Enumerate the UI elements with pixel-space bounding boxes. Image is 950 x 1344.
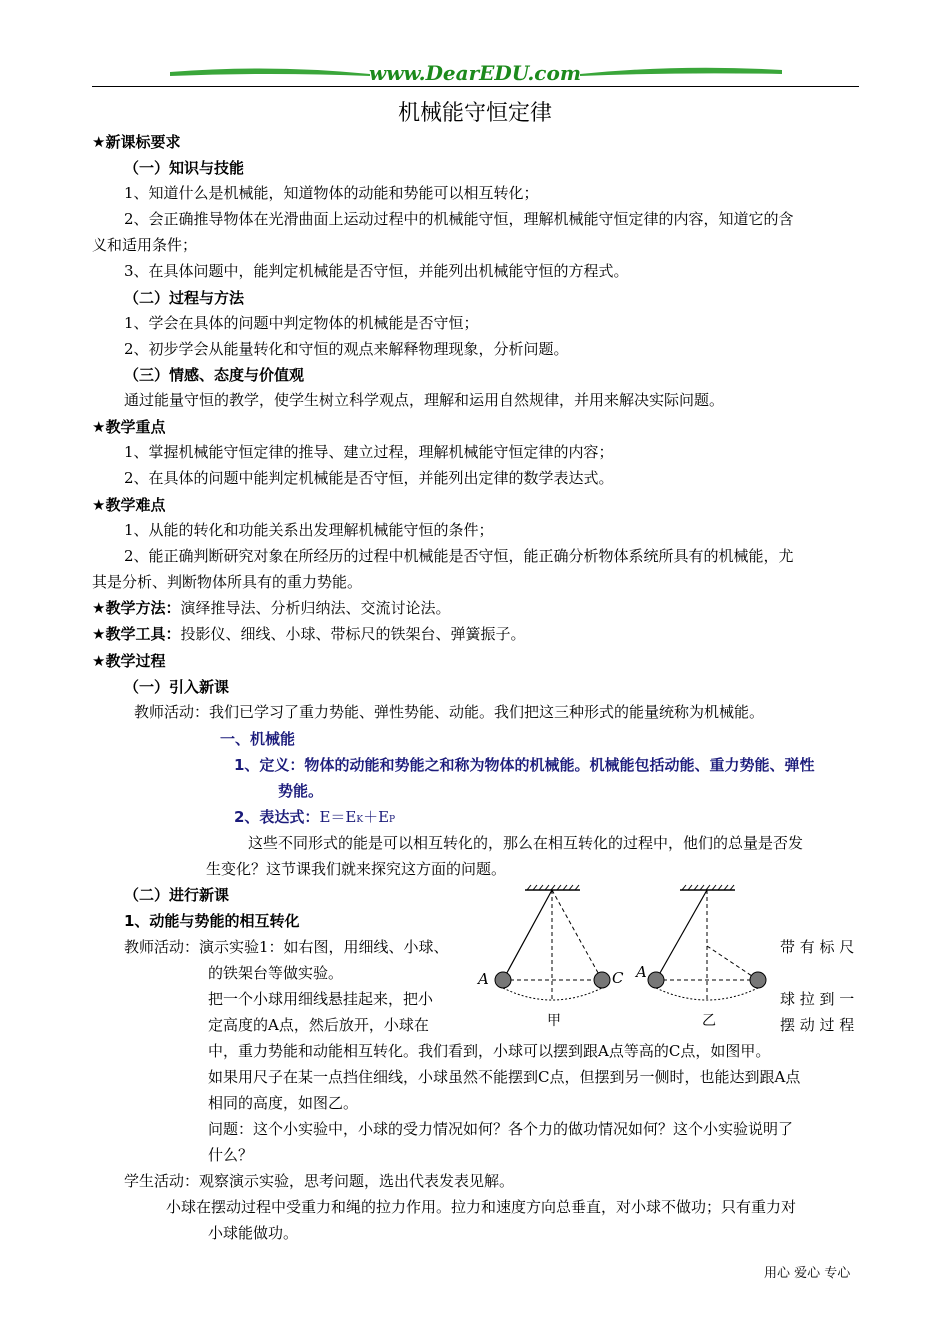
paragraph-line: 2、初步学会从能量转化和守恒的观点来解释物理现象，分析问题。 bbox=[124, 340, 569, 358]
paragraph-line: 1、从能的转化和功能关系出发理解机械能守恒的条件； bbox=[124, 521, 494, 539]
string-right-a bbox=[656, 890, 707, 980]
support-left bbox=[525, 885, 580, 890]
teaching-tools bbox=[92, 624, 525, 644]
header-logo bbox=[160, 60, 790, 86]
section-heading: ★教学难点 bbox=[92, 496, 166, 514]
paragraph-line: 学生活动：观察演示实验，思考问题，选出代表发表见解。 bbox=[124, 1172, 515, 1190]
paragraph-line: 把一个小球用细线悬挂起来，把小 bbox=[208, 990, 434, 1008]
page-title: 机械能守恒定律 bbox=[397, 101, 552, 126]
paragraph-line: 定高度的A点，然后放开，小球在 bbox=[208, 1016, 429, 1034]
subsection-heading: （二）进行新课 bbox=[124, 886, 230, 904]
ball-a-left bbox=[495, 972, 511, 988]
paragraph-line: 通过能量守恒的教学，使学生树立科学观点，理解和运用自然规律，并用来解决实际问题。 bbox=[124, 391, 725, 409]
paragraph-line: 生变化？这节课我们就来探究这方面的问题。 bbox=[206, 860, 507, 878]
section-heading: ★教学重点 bbox=[92, 418, 166, 436]
teaching-method-label: ★教学方法： bbox=[92, 599, 181, 617]
teaching-method bbox=[92, 598, 450, 618]
ball-a-right bbox=[648, 972, 664, 988]
paragraph-line: 2、在具体的问题中能判定机械能是否守恒，并能列出定律的数学表达式。 bbox=[124, 469, 614, 487]
expression-label: 2、表达式： bbox=[234, 808, 320, 826]
paragraph-line: 3、在具体问题中，能判定机械能是否守恒，并能列出机械能守恒的方程式。 bbox=[124, 262, 629, 280]
definition-line: 势能。 bbox=[278, 782, 324, 800]
ball-c-left bbox=[594, 972, 610, 988]
paragraph-line: 中，重力势能和动能相互转化。我们看到，小球可以摆到跟A点等高的C点，如图甲。 bbox=[208, 1042, 771, 1060]
subsection-heading: （一）知识与技能 bbox=[124, 159, 245, 177]
logo-text: www.DearEDU.com bbox=[368, 61, 582, 85]
label-c: C bbox=[612, 969, 624, 987]
knowledge-heading: 一、机械能 bbox=[220, 730, 296, 748]
footer-text: 用心 爱心 专心 bbox=[764, 1266, 851, 1281]
paragraph-line: 教师活动：我们已学习了重力势能、弹性势能、动能。我们把这三种形式的能量统称为机械能。 bbox=[134, 703, 765, 721]
subsection-heading: （三）情感、态度与价值观 bbox=[124, 366, 305, 384]
paragraph-line: 相同的高度，如图乙。 bbox=[208, 1094, 359, 1112]
paragraph-line: 摆 动 过 程 bbox=[780, 1016, 855, 1034]
paragraph-line: 1、学会在具体的问题中判定物体的机械能是否守恒； bbox=[124, 314, 479, 332]
subsection-heading: 1、动能与势能的相互转化 bbox=[124, 912, 300, 930]
definition-line: 1、定义：物体的动能和势能之和称为物体的机械能。机械能包括动能、重力势能、弹性 bbox=[234, 756, 815, 774]
expression-E: E＝E bbox=[319, 808, 357, 826]
paragraph-line: 这些不同形式的能是可以相互转化的，那么在相互转化的过程中，他们的总量是否发 bbox=[248, 834, 804, 852]
string-left-c bbox=[552, 890, 602, 980]
caption-yi: 乙 bbox=[702, 1013, 716, 1029]
header-rule bbox=[92, 86, 859, 87]
subsection-heading: （一）引入新课 bbox=[124, 678, 230, 696]
paragraph-line: 义和适用条件； bbox=[92, 236, 198, 254]
paragraph-line: 1、知道什么是机械能，知道物体的动能和势能可以相互转化； bbox=[124, 184, 539, 202]
paragraph-line: 如果用尺子在某一点挡住细线，小球虽然不能摆到C点，但摆到另一侧时，也能达到跟A点 bbox=[208, 1068, 801, 1086]
expression-sub-k: K bbox=[356, 815, 364, 825]
paragraph-line: 球 拉 到 一 bbox=[780, 990, 855, 1008]
expression-plus: ＋E bbox=[363, 808, 390, 826]
teaching-tools-text: 投影仪、细线、小球、带标尺的铁架台、弹簧振子。 bbox=[180, 625, 526, 643]
string-right-b bbox=[707, 946, 758, 980]
paragraph-line: 1、掌握机械能守恒定律的推导、建立过程，理解机械能守恒定律的内容； bbox=[124, 443, 614, 461]
paragraph-line: 的铁架台等做实验。 bbox=[208, 964, 344, 982]
paragraph-line: 2、会正确推导物体在光滑曲面上运动过程中的机械能守恒，理解机械能守恒定律的内容，知道它的含 bbox=[124, 210, 794, 228]
string-left-a bbox=[503, 890, 552, 980]
teaching-method-text: 演绎推导法、分析归纳法、交流讨论法。 bbox=[180, 599, 451, 617]
support-right bbox=[680, 885, 735, 890]
paragraph-line: 什么？ bbox=[208, 1146, 254, 1164]
paragraph-line: 2、能正确判断研究对象在所经历的过程中机械能是否守恒，能正确分析物体系统所具有的机械能，尤 bbox=[124, 547, 794, 565]
paragraph-line: 带 有 标 尺 bbox=[780, 938, 855, 956]
teaching-tools-label: ★教学工具： bbox=[92, 625, 181, 643]
paragraph-line: 小球在摆动过程中受重力和绳的拉力作用。拉力和速度方向总垂直，对小球不做功；只有重力对 bbox=[166, 1198, 797, 1216]
section-heading: ★教学过程 bbox=[92, 652, 166, 670]
expression-line bbox=[234, 807, 395, 830]
paragraph-line: 教师活动：演示实验1：如右图，用细线、小球、 bbox=[124, 938, 449, 956]
ball-right bbox=[750, 972, 766, 988]
label-a2: A bbox=[636, 963, 647, 981]
paragraph-line: 其是分析、判断物体所具有的重力势能。 bbox=[92, 573, 363, 591]
expression-sub-p: P bbox=[389, 815, 396, 825]
paragraph-line: 小球能做功。 bbox=[208, 1224, 299, 1242]
caption-jia: 甲 bbox=[547, 1013, 561, 1029]
label-a1: A bbox=[478, 970, 489, 988]
section-heading: ★新课标要求 bbox=[92, 133, 181, 151]
pendulum-figure bbox=[470, 880, 780, 1030]
subsection-heading: （二）过程与方法 bbox=[124, 289, 245, 307]
paragraph-line: 问题：这个小实验中，小球的受力情况如何？各个力的做功情况如何？这个小实验说明了 bbox=[208, 1120, 794, 1138]
